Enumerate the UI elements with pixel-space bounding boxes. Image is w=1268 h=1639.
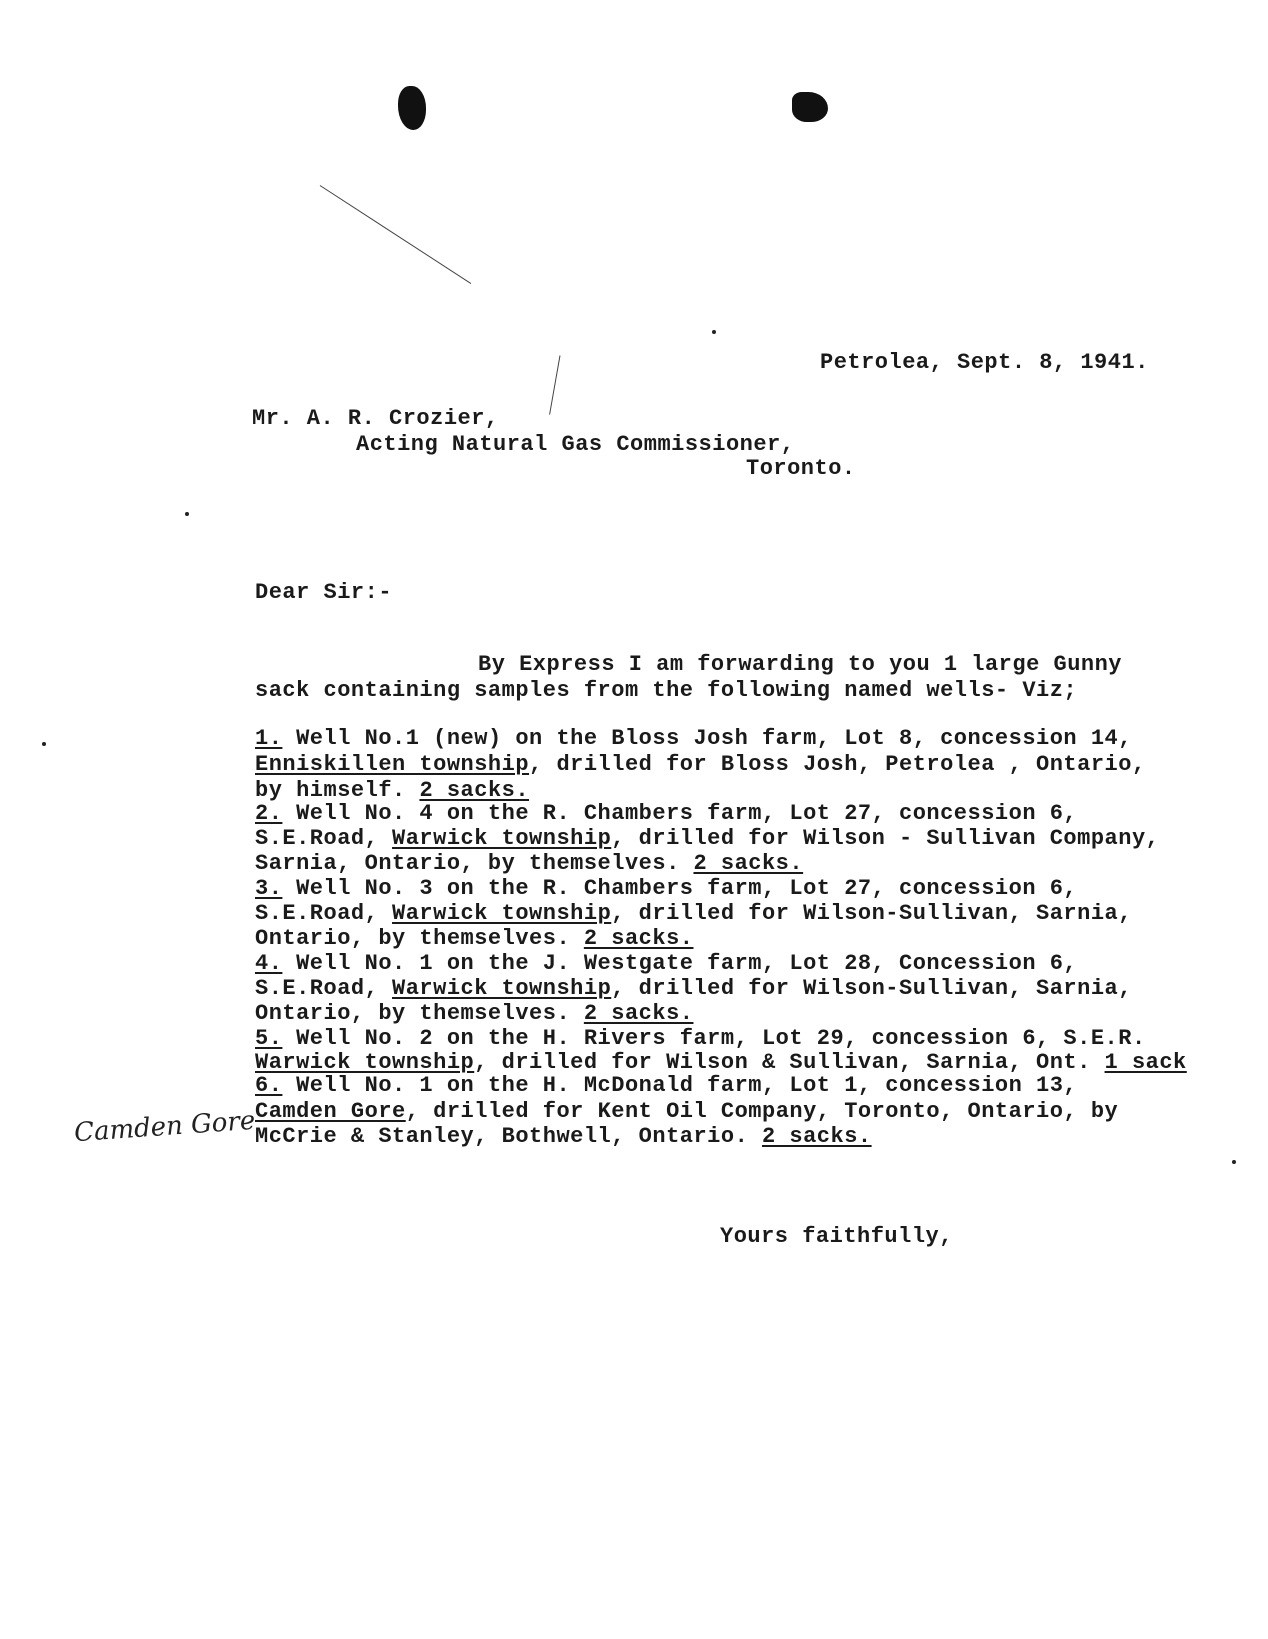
line-text: by himself. — [255, 778, 420, 803]
place-date: Petrolea, Sept. 8, 1941. — [820, 350, 1149, 375]
township-name: Enniskillen township — [255, 752, 530, 777]
scan-speck — [1232, 1160, 1236, 1164]
sack-count: 2 sacks. — [419, 778, 530, 803]
item-number: 3. — [255, 876, 283, 901]
item-number: 5. — [255, 1026, 283, 1051]
township-name: Warwick township — [392, 976, 612, 1001]
sack-count: 2 sacks. — [693, 851, 804, 876]
well-6-line-1 — [255, 1073, 1077, 1098]
well-1-line-1 — [255, 726, 1132, 751]
line-text: , drilled for Wilson-Sullivan, Sarnia, — [611, 976, 1132, 1001]
well-6-line-2 — [255, 1099, 1118, 1124]
sack-count: 2 sacks. — [761, 1124, 872, 1149]
line-text: Well No. 2 on the H. Rivers farm, Lot 29, concession 6, S.E.R. — [282, 1026, 1146, 1051]
well-1-line-3 — [255, 778, 529, 803]
scan-scratch — [320, 185, 472, 284]
line-text: , drilled for Wilson-Sullivan, Sarnia, — [611, 901, 1132, 926]
sack-count: 2 sacks. — [583, 1001, 694, 1026]
line-text: Well No. 3 on the R. Chambers farm, Lot 27, concession 6, — [282, 876, 1078, 901]
handwritten-margin-note: Camden Gore — [73, 1105, 257, 1149]
sack-count: 2 sacks. — [583, 926, 694, 951]
well-4-line-2 — [255, 976, 1132, 1001]
sack-count: 1 sack — [1104, 1050, 1187, 1075]
well-4-line-3 — [255, 1001, 693, 1026]
well-4-line-1 — [255, 951, 1077, 976]
line-text: , drilled for Wilson & Sullivan, Sarnia, Ont. — [474, 1050, 1105, 1075]
punch-hole-left — [398, 86, 426, 130]
line-text: , drilled for Bloss Josh, Petrolea , Ontario, — [529, 752, 1146, 777]
well-6-line-3 — [255, 1124, 872, 1149]
line-text: Ontario, by themselves. — [255, 1001, 584, 1026]
recipient-name: Mr. A. R. Crozier, — [252, 406, 499, 431]
recipient-city: Toronto. — [746, 456, 856, 481]
scan-speck — [712, 330, 716, 334]
township-name: Warwick township — [255, 1050, 475, 1075]
line-text: , drilled for Kent Oil Company, Toronto, Ontario, by — [405, 1099, 1119, 1124]
line-text: S.E.Road, — [255, 901, 393, 926]
well-2-line-1 — [255, 801, 1077, 826]
township-name: Warwick township — [392, 826, 612, 851]
item-number: 6. — [255, 1073, 283, 1098]
well-2-line-3 — [255, 851, 803, 876]
intro-line-1: By Express I am forwarding to you 1 large Gunny — [478, 652, 1123, 677]
item-number: 1. — [255, 726, 283, 751]
item-number: 4. — [255, 951, 283, 976]
scan-scratch — [549, 355, 560, 414]
scan-speck — [42, 742, 46, 746]
recipient-title: Acting Natural Gas Commissioner, — [356, 432, 795, 457]
closing: Yours faithfully, — [720, 1224, 953, 1249]
line-text: Well No. 1 on the J. Westgate farm, Lot 28, Concession 6, — [282, 951, 1078, 976]
scan-speck — [185, 512, 189, 516]
well-2-line-2 — [255, 826, 1159, 851]
line-text: S.E.Road, — [255, 826, 393, 851]
line-text: Well No.1 (new) on the Bloss Josh farm, Lot 8, concession 14, — [282, 726, 1132, 751]
item-number: 2. — [255, 801, 283, 826]
well-1-line-2 — [255, 752, 1146, 777]
well-3-line-3 — [255, 926, 693, 951]
intro-line-2: sack containing samples from the following named wells- Viz; — [255, 678, 1078, 703]
salutation: Dear Sir:- — [255, 580, 393, 605]
well-5-line-1 — [255, 1026, 1146, 1051]
line-text: S.E.Road, — [255, 976, 393, 1001]
punch-hole-right — [792, 92, 828, 122]
well-3-line-2 — [255, 901, 1132, 926]
township-name: Camden Gore — [255, 1099, 406, 1124]
line-text: Sarnia, Ontario, by themselves. — [255, 851, 694, 876]
line-text: Well No. 4 on the R. Chambers farm, Lot 27, concession 6, — [282, 801, 1078, 826]
line-text: , drilled for Wilson - Sullivan Company, — [611, 826, 1160, 851]
well-3-line-1 — [255, 876, 1077, 901]
line-text: Well No. 1 on the H. McDonald farm, Lot 1, concession 13, — [282, 1073, 1078, 1098]
line-text: McCrie & Stanley, Bothwell, Ontario. — [255, 1124, 762, 1149]
well-5-line-2 — [255, 1050, 1187, 1075]
line-text: Ontario, by themselves. — [255, 926, 584, 951]
township-name: Warwick township — [392, 901, 612, 926]
